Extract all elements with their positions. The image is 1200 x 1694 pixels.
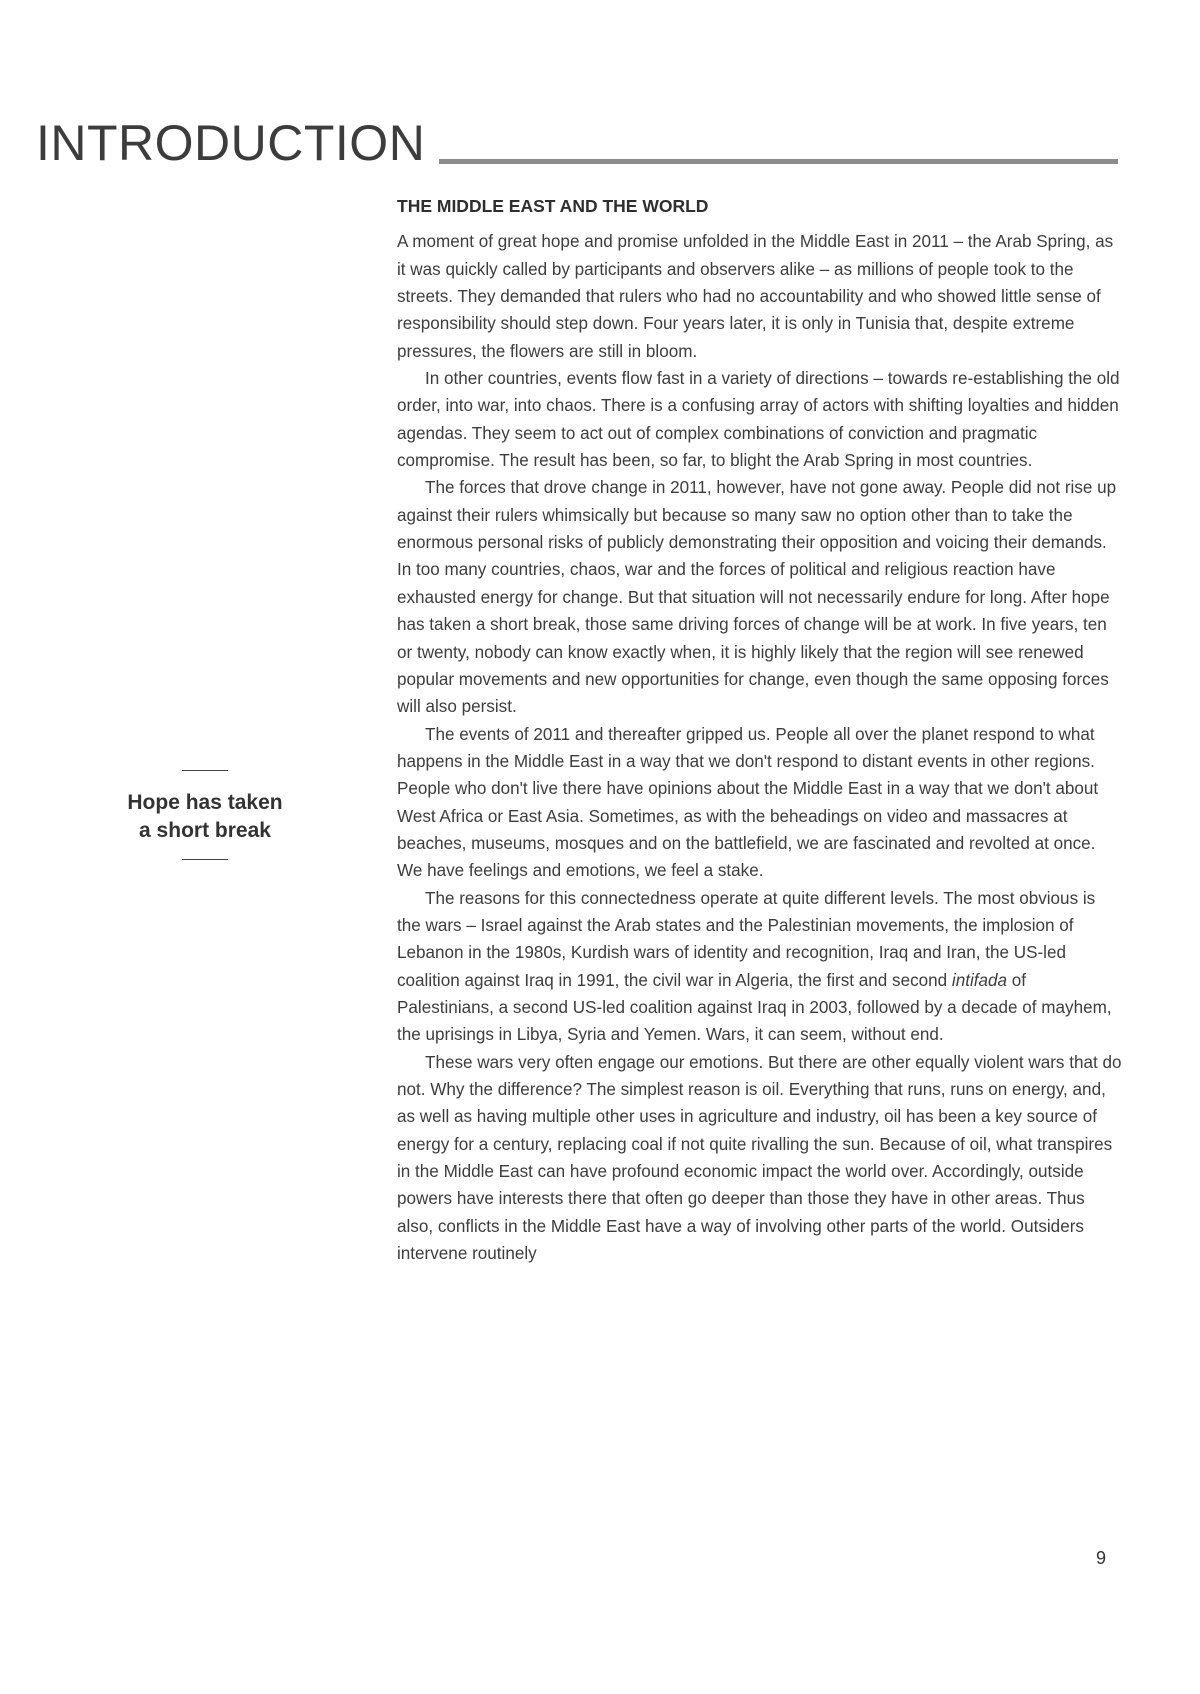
wars-text-before: The reasons for this connectedness operate at quite different levels. The most obvious is the wars – Israel against the Arab states and the Palestinian movements, the implosion of Lebanon in the 1980s, Kurdish wars of identity and recognition, Iraq and Iran, the US-led coalition against Iraq in 1991, the civil war in Algeria, the first and second — [397, 888, 1096, 990]
paragraph: In other countries, events flow fast in a variety of directions – towards re-establishing the old order, into war, into chaos. There is a confusing array of actors with shifting loyalties and hidden agendas. They seem to act out of complex combinations of conviction and pragmatic compromise. The result has been, so far, to blight the Arab Spring in most countries. — [397, 369, 1120, 471]
paragraph: The forces that drove change in 2011, however, have not gone away. People did not rise up against their rulers whimsically but because so many saw no option other than to take the enormous personal risks of publicly demonstrating their opposition and voicing their demands. In too many countries, chaos, war and the forces of political and religious reaction have exhausted energy for change. But that situation will not necessarily endure for long. After hope has taken a short break, those same driving forces of change will be at work. In five years, ten or twenty, nobody can know exactly when, it is highly likely that the region will see renewed popular movements and new opportunities for change, even though the same opposing forces will also persist. — [397, 478, 1117, 717]
main-text-column — [397, 193, 1122, 1267]
intifada-term: intifada — [951, 970, 1008, 990]
pull-quote-line-1: Hope has taken — [127, 791, 283, 814]
pull-quote-line-2: a short break — [139, 819, 271, 842]
chapter-header — [36, 108, 1118, 171]
wars-text-after: of Palestinians, a second US-led coalition against Iraq in 2003, followed by a decade of mayhem, the uprisings in Libya, Syria and Yemen. Wars, it can seem, without end. — [397, 970, 1112, 1045]
paragraph: The events of 2011 and thereafter gripped us. People all over the planet respond to what happens in the Middle East in a way that we don't respond to distant events in other regions. People who don't live there have opinions about the Middle East in a way that we don't about West Africa or East Asia. Sometimes, as with the beheadings on video and massacres at beaches, museums, mosques and on the battlefield, we are fascinated and revolted at once. We have feelings and emotions, we feel a stake. — [397, 724, 1099, 881]
paragraph: These wars very often engage our emotions. But there are other equally violent wars that do not. Why the difference? The simplest reason is oil. Everything that runs, runs on energy, and, as well as having multiple other uses in agriculture and industry, oil has been a key source of energy for a century, replacing coal if not quite rivalling the sun. Because of oil, what transpires in the Middle East can have profound economic impact the world over. Accordingly, outside powers have interests there that often go deeper than those they have in other areas. Thus also, conflicts in the Middle East have a way of involving other parts of the world. Outsiders intervene routinely — [397, 1052, 1122, 1264]
paragraph: A moment of great hope and promise unfolded in the Middle East in 2011 – the Arab Spring, as it was quickly called by participants and observers alike – as millions of people took to the streets. They demanded that rulers who had no accountability and who showed little sense of responsibility should step down. Four years later, it is only in Tunisia that, despite extreme pressures, the flowers are still in bloom. — [397, 232, 1114, 361]
pull-quote — [110, 770, 300, 860]
page-number: 9 — [1096, 1548, 1107, 1568]
paragraph-wars — [397, 885, 1122, 1049]
chapter-title-rule — [439, 159, 1118, 164]
pull-quote-top-rule — [182, 770, 228, 771]
section-heading: THE MIDDLE EAST AND THE WORLD — [397, 196, 709, 216]
pull-quote-bottom-rule — [182, 859, 228, 860]
pull-quote-text — [110, 789, 300, 845]
chapter-title: INTRODUCTION — [36, 115, 426, 171]
